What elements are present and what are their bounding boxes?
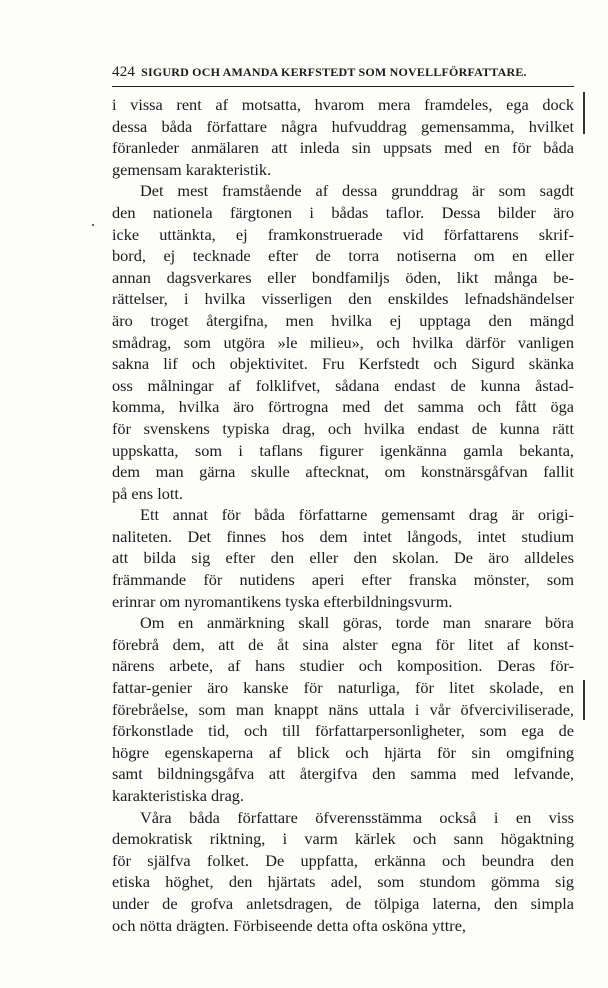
text-line: på ens lott. [112, 483, 183, 503]
text-line: att bilda sig efter den eller den skolan. De äro alldeles [112, 548, 574, 568]
text-line: uppskatta, som i taflans figurer igenkänna gamla bekanta, [112, 440, 574, 460]
text-line: demokratisk riktning, i varm kärlek och sann högaktning [112, 829, 574, 849]
text-line: sakna lif och objektivitet. Fru Kerfstedt och Sigurd skänka [112, 354, 574, 374]
paragraph [112, 94, 574, 180]
body-text [112, 94, 574, 936]
text-line: förebråelse, som man knappt näns uttala i vår öfverciviliserade, [112, 699, 574, 719]
text-line: oss målningar af folklifvet, sådana endast de kunna åstad- [112, 375, 574, 395]
text-line: Om en anmärkning skall göras, torde man snarare böra [140, 613, 574, 633]
margin-scan-mark [583, 92, 585, 134]
text-line: etiska höghet, den hjärtats adel, som stundom gömma sig [112, 872, 574, 892]
text-line: bord, ej tecknade efter de torra notiserna om en eller [112, 246, 574, 266]
text-line: föranleder anmälaren att inleda sin uppsats med en för båda [112, 138, 574, 158]
text-line: karakteristiska drag. [112, 786, 245, 805]
text-line: förebrå dem, att de åt sina alster egna för litet af konst- [112, 634, 574, 654]
paragraph [112, 180, 574, 504]
paragraph [112, 612, 574, 806]
text-line: högre egenskaperna af blick och hjärta för sin omgifning [112, 742, 574, 762]
text-line: smådrag, som utgöra »le milieu», och hvilka därför vanligen [112, 332, 574, 352]
text-line: främmande för nutidens aperi efter franska mönster, som [112, 570, 574, 590]
text-line: Ett annat för båda författarne gemensamt drag är origi- [140, 505, 574, 525]
text-line: dessa båda författare några hufvuddrag gemensamma, hvilket [112, 116, 574, 136]
text-line: under de grofva anletsdragen, de tölpiga laterna, den simpla [112, 893, 574, 913]
text-line: Våra båda författare öfverensstämma också i en viss [140, 807, 574, 827]
running-title: SIGURD OCH AMANDA KERFSTEDT SOM NOVELLFÖRFATTARE. [141, 65, 527, 79]
text-line: komma, hvilka äro förtrogna med det samma och fått öga [112, 397, 574, 417]
paragraph [112, 504, 574, 612]
text-line: dem man gärna skulle aftecknat, om konstnärsgåfvan fallit [112, 462, 574, 482]
margin-scan-mark [583, 680, 585, 720]
text-line: den nationela färgtonen i bådas taflor. Dessa bilder äro [112, 202, 574, 222]
text-line: rättelser, i hvilka visserligen den enskildes lefnadshändelser [112, 289, 574, 309]
text-line: närens arbete, af hans studier och komposition. Deras för- [112, 656, 574, 676]
text-line: äro troget återgifna, men hvilka ej upptaga den mängd [112, 310, 574, 330]
margin-dot [92, 224, 94, 226]
paragraph [112, 807, 574, 937]
text-line: samt bildningsgåfva att återgifva den samma med lefvande, [112, 764, 574, 784]
text-line: och nötta drägten. Förbiseende detta ofta osköna yttre, [112, 915, 467, 935]
text-line: gemensam karakteristik. [112, 159, 272, 179]
text-line: för svenskens typiska drag, och hvilka endast de kunna rätt [112, 418, 574, 438]
text-line: Det mest framstående af dessa grunddrag är som sagdt [140, 181, 574, 201]
page-number: 424 [112, 64, 136, 80]
text-line: annan dagsverkares eller bondfamiljs öden, likt många be- [112, 267, 574, 287]
text-line: erinrar om nyromantikens tyska efterbildningsvurm. [112, 591, 453, 611]
page [112, 64, 574, 936]
text-line: icke uttänkta, ej framkonstruerade vid författarens skrif- [112, 224, 574, 244]
text-line: naliteten. Det finnes hos dem intet långods, intet studium [112, 526, 574, 546]
text-line: fattar-genier äro kanske för naturliga, för litet skolade, en [112, 678, 574, 698]
text-line: för själfva folket. De uppfatta, erkänna och beundra den [112, 850, 574, 870]
running-head [112, 64, 574, 87]
text-line: förkonstlade tid, och till författarpersonligheter, som ega de [112, 721, 574, 741]
text-line: i vissa rent af motsatta, hvarom mera framdeles, ega dock [112, 95, 574, 114]
